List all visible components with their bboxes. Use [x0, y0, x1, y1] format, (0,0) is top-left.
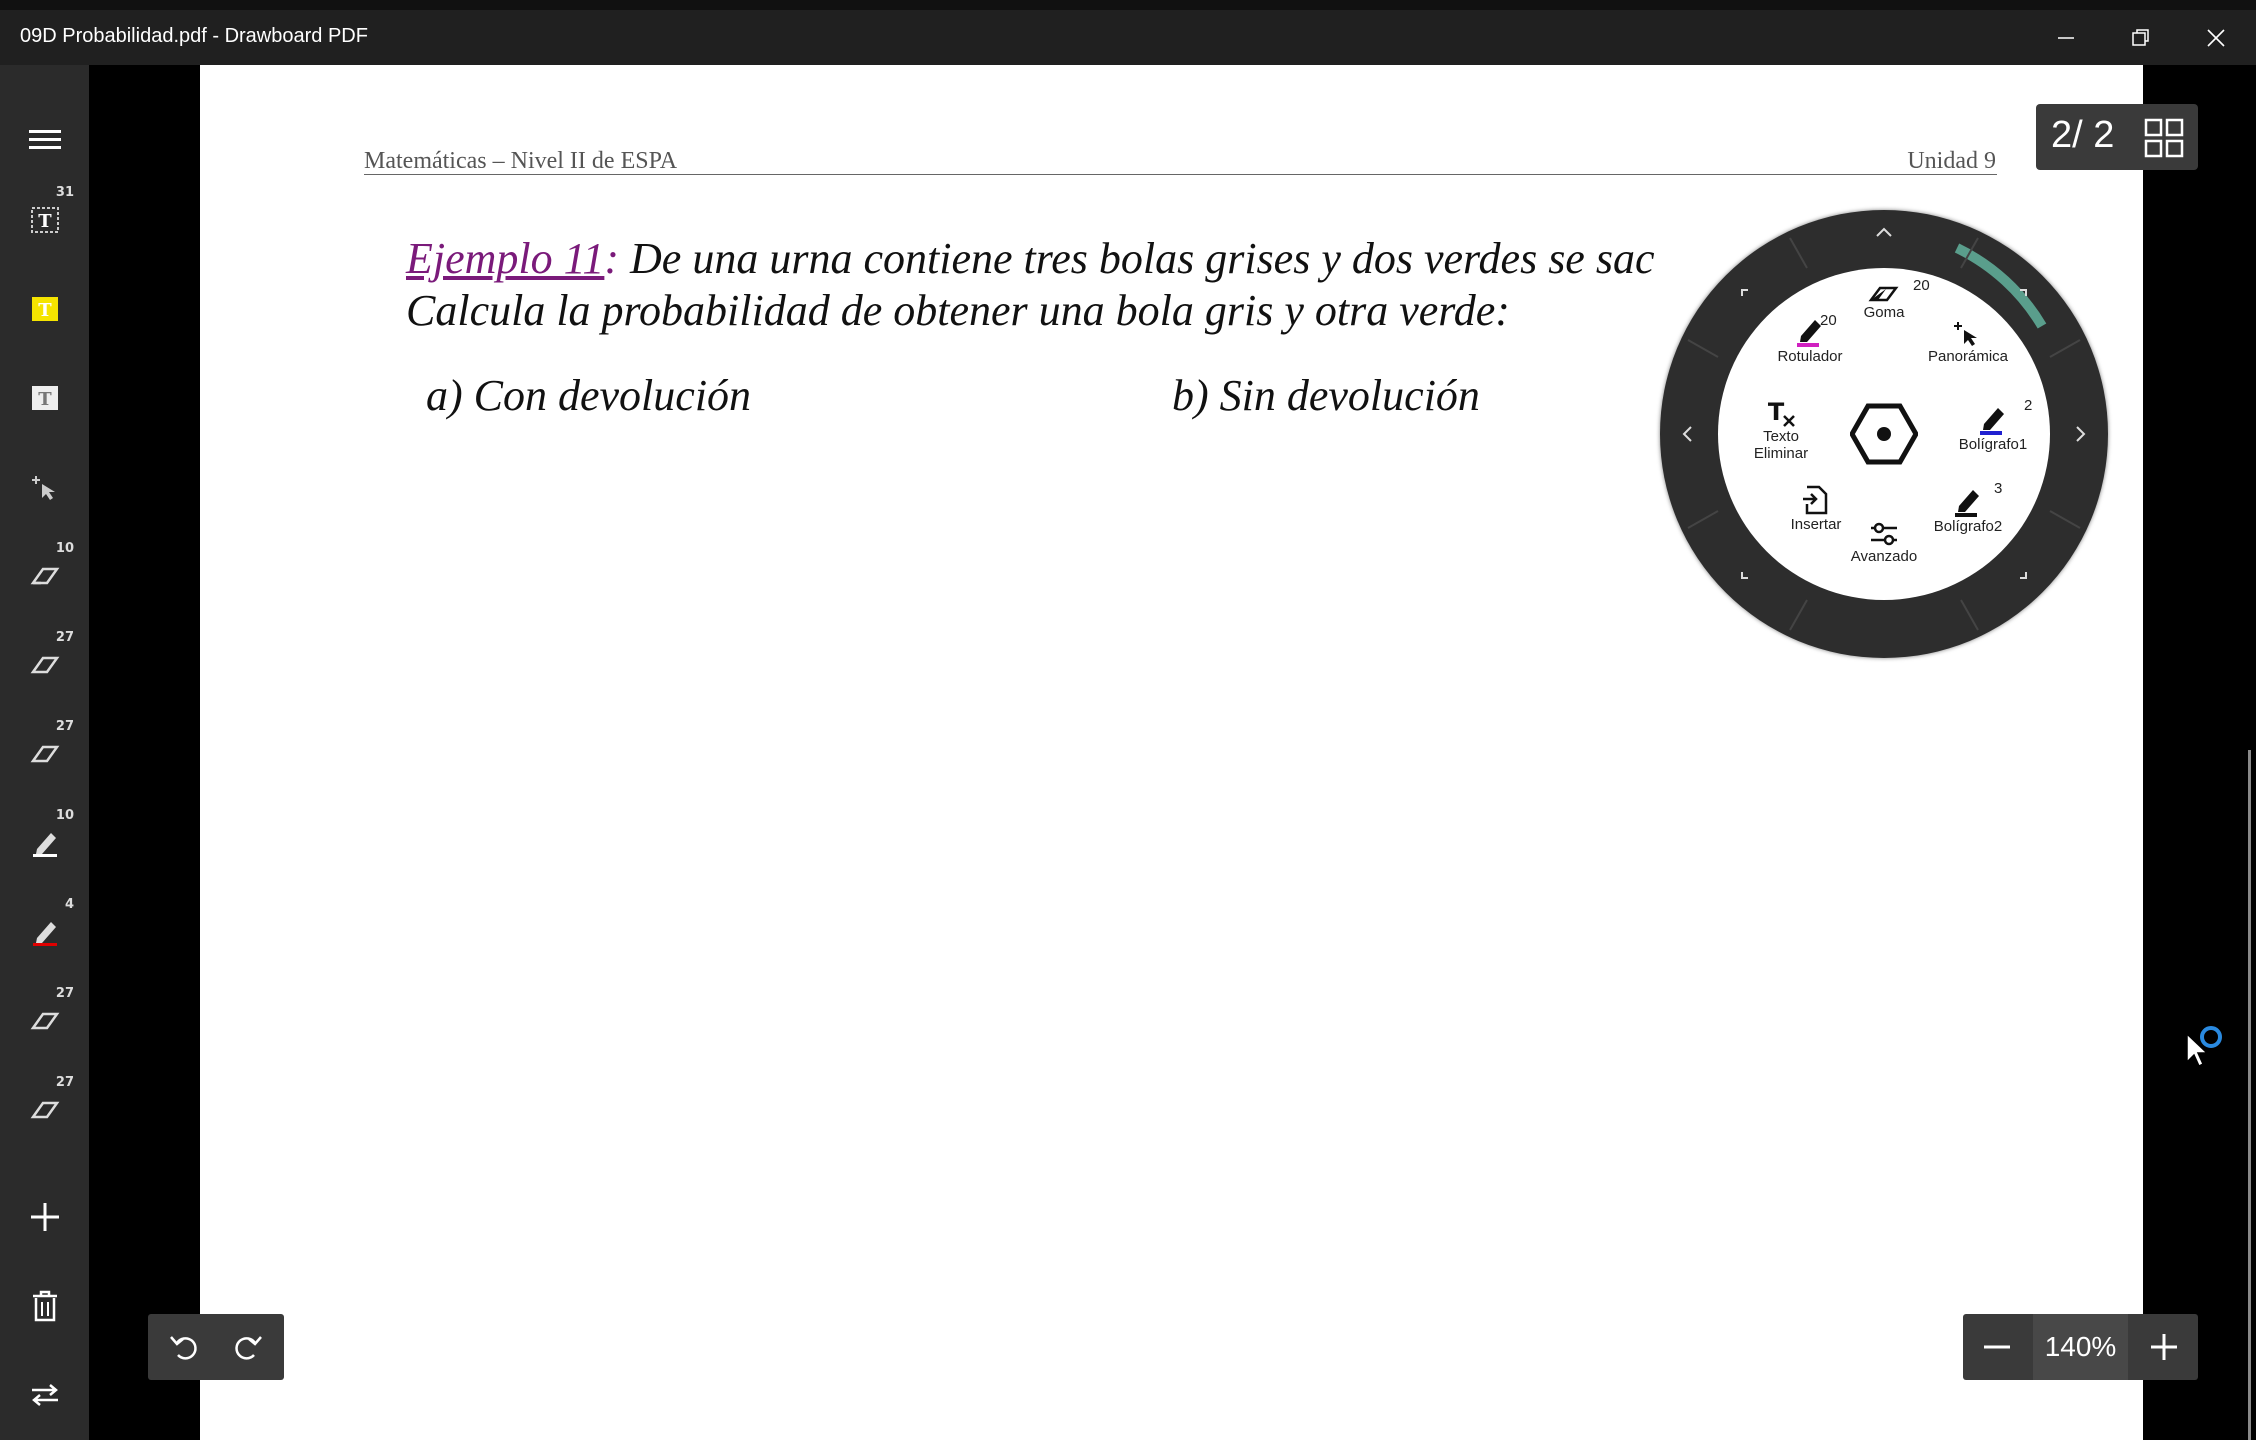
- radial-left-button[interactable]: [1680, 424, 1694, 450]
- sidebar-tool-eraser-5[interactable]: [0, 1075, 89, 1145]
- swap-arrows-icon: [30, 1382, 60, 1408]
- tool-count: 27: [55, 719, 74, 734]
- swap-sidebar-button[interactable]: [0, 1360, 89, 1430]
- page-header-right: Unidad 9: [1907, 148, 1996, 174]
- zoom-bar: [1963, 1314, 2198, 1380]
- pen-icon: [29, 827, 61, 859]
- tool-count: 10: [55, 541, 74, 556]
- radial-item-goma[interactable]: [1854, 280, 1914, 321]
- sidebar-tool-eraser-2[interactable]: [0, 630, 89, 700]
- svg-text:T: T: [37, 300, 52, 321]
- tool-count: 27: [55, 630, 74, 645]
- tool-count: 10: [55, 808, 74, 823]
- top-border: [0, 0, 2256, 10]
- svg-text:T: T: [37, 389, 52, 410]
- tool-count: 31: [55, 185, 74, 200]
- restore-button[interactable]: [2104, 10, 2178, 65]
- trash-icon: [31, 1290, 59, 1322]
- undo-icon: [168, 1331, 200, 1363]
- eraser-icon: [1868, 280, 1900, 304]
- sliders-icon: [1867, 520, 1901, 548]
- svg-text:T: T: [1767, 398, 1785, 426]
- clear-format-icon: [1764, 398, 1798, 428]
- sidebar-tool-highlight-text[interactable]: [0, 274, 89, 344]
- svg-text:T: T: [37, 211, 52, 232]
- sidebar-toolbar: [0, 65, 89, 1440]
- chevron-left-icon: [1680, 424, 1694, 444]
- radial-item-texto-eliminar[interactable]: [1746, 398, 1816, 462]
- page-header-left: Matemáticas – Nivel II de ESPA: [364, 148, 678, 174]
- example-colon: :: [604, 234, 620, 283]
- radial-menu-inner: [1718, 268, 2050, 600]
- sidebar-tool-pen-red[interactable]: [0, 897, 89, 967]
- pan-select-icon: [1951, 318, 1985, 348]
- plus-icon: [29, 1201, 61, 1233]
- radial-label: Goma: [1863, 304, 1905, 321]
- header-rule: [364, 174, 1997, 175]
- radial-label: Eliminar: [1753, 445, 1809, 462]
- settings-hex-icon[interactable]: [1850, 402, 1918, 466]
- add-tool-button[interactable]: [0, 1182, 89, 1252]
- example-line-2: Calcula la probabilidad de obtener una bola gris y otra verde:: [406, 286, 1510, 335]
- text-box-icon: [30, 205, 60, 235]
- eraser-icon: [29, 1095, 61, 1125]
- example-text: De una urna contiene tres bolas grises y dos verdes se sac: [619, 234, 1655, 283]
- radial-label: Texto: [1763, 428, 1799, 445]
- close-button[interactable]: [2179, 10, 2253, 65]
- radial-right-button[interactable]: [2074, 424, 2088, 450]
- tool-count: 4: [64, 897, 74, 912]
- zoom-level[interactable]: 140%: [2033, 1314, 2128, 1380]
- option-b: b) Sin devolución: [1172, 371, 1480, 420]
- zoom-in-button[interactable]: [2148, 1331, 2180, 1367]
- title-bar: [0, 10, 2256, 65]
- radial-item-boligrafo2[interactable]: [1918, 484, 2018, 535]
- pen-red-icon: [29, 916, 61, 948]
- radial-up-button[interactable]: [1874, 220, 1894, 245]
- sidebar-tool-eraser-3[interactable]: [0, 719, 89, 789]
- zoom-out-button[interactable]: [1981, 1331, 2013, 1367]
- tool-count: 27: [55, 986, 74, 1001]
- radial-label: Panorámica: [1927, 348, 2009, 365]
- radial-count: 20: [1913, 277, 1930, 294]
- chevron-right-icon: [2074, 424, 2088, 444]
- radial-label: Avanzado: [1850, 548, 1918, 565]
- minimize-button[interactable]: [2029, 10, 2103, 65]
- sidebar-tool-pan[interactable]: [0, 452, 89, 522]
- eraser-icon: [29, 650, 61, 680]
- mouse-cursor-icon: [2184, 1022, 2224, 1072]
- radial-label: Rotulador: [1777, 348, 1843, 365]
- page-number: 2/ 2: [2051, 114, 2115, 156]
- radial-count: 2: [2024, 397, 2033, 414]
- eraser-icon: [29, 561, 61, 591]
- delete-tool-button[interactable]: [0, 1271, 89, 1341]
- pan-select-icon: [30, 472, 60, 502]
- pen-icon: [1951, 484, 1985, 518]
- window-title: 09D Probabilidad.pdf - Drawboard PDF: [20, 25, 368, 47]
- grid-view-icon[interactable]: [2144, 118, 2184, 158]
- insert-file-icon: [1801, 484, 1831, 516]
- minimize-icon: [2057, 29, 2075, 47]
- radial-item-avanzado[interactable]: [1839, 520, 1929, 565]
- chevron-up-icon: [1874, 225, 1894, 239]
- eraser-icon: [29, 1006, 61, 1036]
- example-label: Ejemplo 11: [406, 234, 605, 283]
- hamburger-icon: [29, 128, 61, 152]
- radial-label: Bolígrafo2: [1933, 518, 2003, 535]
- close-icon: [2207, 29, 2225, 47]
- radial-label: Bolígrafo1: [1958, 436, 2028, 453]
- sidebar-tool-eraser-4[interactable]: [0, 986, 89, 1056]
- sidebar-tool-text[interactable]: [0, 363, 89, 433]
- redo-icon: [232, 1331, 264, 1363]
- eraser-icon: [29, 739, 61, 769]
- radial-label: Insertar: [1790, 516, 1842, 533]
- example-line-1: [406, 233, 1655, 284]
- sidebar-tool-pen-1[interactable]: [0, 808, 89, 878]
- undo-button[interactable]: [168, 1331, 200, 1367]
- radial-count: 20: [1820, 312, 1837, 329]
- option-a: a) Con devolución: [426, 371, 752, 420]
- radial-item-panoramica[interactable]: [1913, 318, 2023, 365]
- sidebar-tool-eraser-1[interactable]: [0, 541, 89, 611]
- restore-icon: [2132, 29, 2150, 47]
- highlight-text-icon: [30, 294, 60, 324]
- plus-icon: [2148, 1331, 2180, 1363]
- minus-icon: [1981, 1331, 2013, 1363]
- radial-item-rotulador[interactable]: [1770, 314, 1850, 365]
- menu-button[interactable]: [0, 105, 89, 175]
- page-counter[interactable]: [2036, 104, 2198, 170]
- text-tool-icon: [30, 383, 60, 413]
- vertical-scrollbar[interactable]: [2248, 750, 2251, 1440]
- pen-icon: [1976, 402, 2010, 436]
- radial-count: 3: [1994, 480, 2003, 497]
- undo-redo-bar: [148, 1314, 284, 1380]
- tool-count: 27: [55, 1075, 74, 1090]
- sidebar-tool-text-box[interactable]: [0, 185, 89, 255]
- radial-item-insertar[interactable]: [1786, 484, 1846, 533]
- redo-button[interactable]: [232, 1331, 264, 1367]
